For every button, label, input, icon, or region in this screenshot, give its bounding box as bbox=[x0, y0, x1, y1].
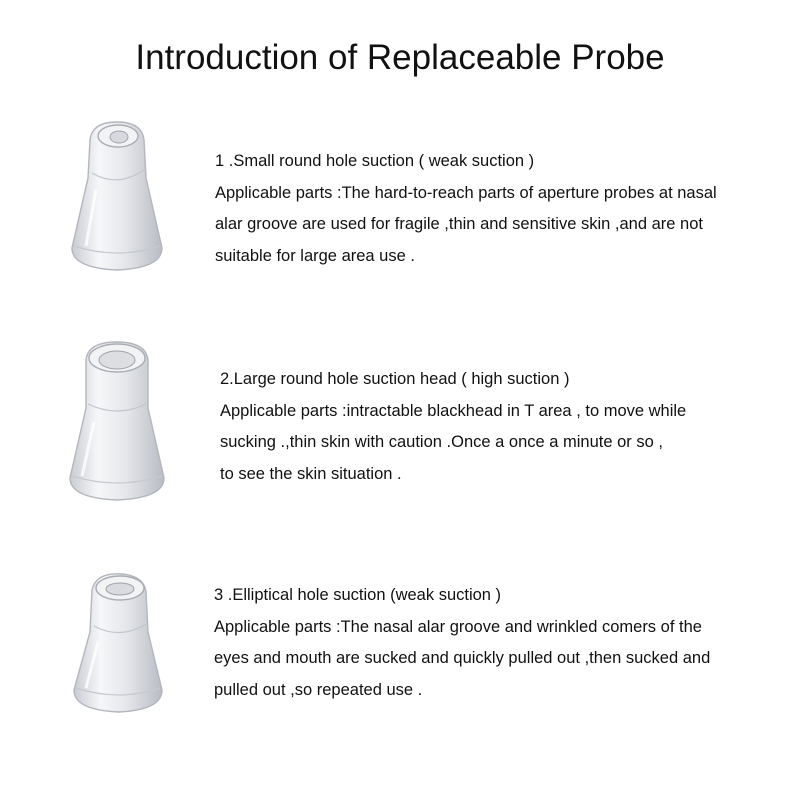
small-round-hole-probe-icon bbox=[62, 118, 172, 278]
probe-1-text-line: Applicable parts :The hard-to-reach parts of aperture probes at nasal bbox=[215, 183, 717, 202]
page-title: Introduction of Replaceable Probe bbox=[135, 38, 665, 77]
probe-3-description bbox=[214, 580, 710, 706]
probe-2-heading: 2.Large round hole suction head ( high suction ) bbox=[220, 370, 570, 388]
elliptical-hole-probe-icon bbox=[64, 568, 174, 718]
probe-2-text-line: sucking .,thin skin with caution .Once a once a minute or so , bbox=[220, 433, 663, 451]
probe-3-text-line: Applicable parts :The nasal alar groove and wrinkled comers of the bbox=[214, 617, 702, 636]
large-round-hole-probe-icon bbox=[62, 338, 172, 506]
probe-1-description bbox=[215, 146, 717, 272]
probe-3-heading: 3 .Elliptical hole suction (weak suction ) bbox=[214, 586, 502, 604]
probe-1-text-line: alar groove are used for fragile ,thin and sensitive skin ,and are not bbox=[215, 215, 703, 233]
probe-1-text-line: suitable for large area use . bbox=[215, 246, 415, 265]
probe-2-text-line: to see the skin situation . bbox=[220, 464, 402, 483]
probe-2-description bbox=[220, 364, 686, 490]
probe-3-text-line: eyes and mouth are sucked and quickly pulled out ,then sucked and bbox=[214, 649, 711, 667]
probe-3-text-line: pulled out ,so repeated use . bbox=[214, 680, 423, 699]
probe-1-heading: 1 .Small round hole suction ( weak suction ) bbox=[215, 152, 535, 170]
probe-2-text-line: Applicable parts :intractable blackhead in T area , to move while bbox=[220, 401, 687, 420]
